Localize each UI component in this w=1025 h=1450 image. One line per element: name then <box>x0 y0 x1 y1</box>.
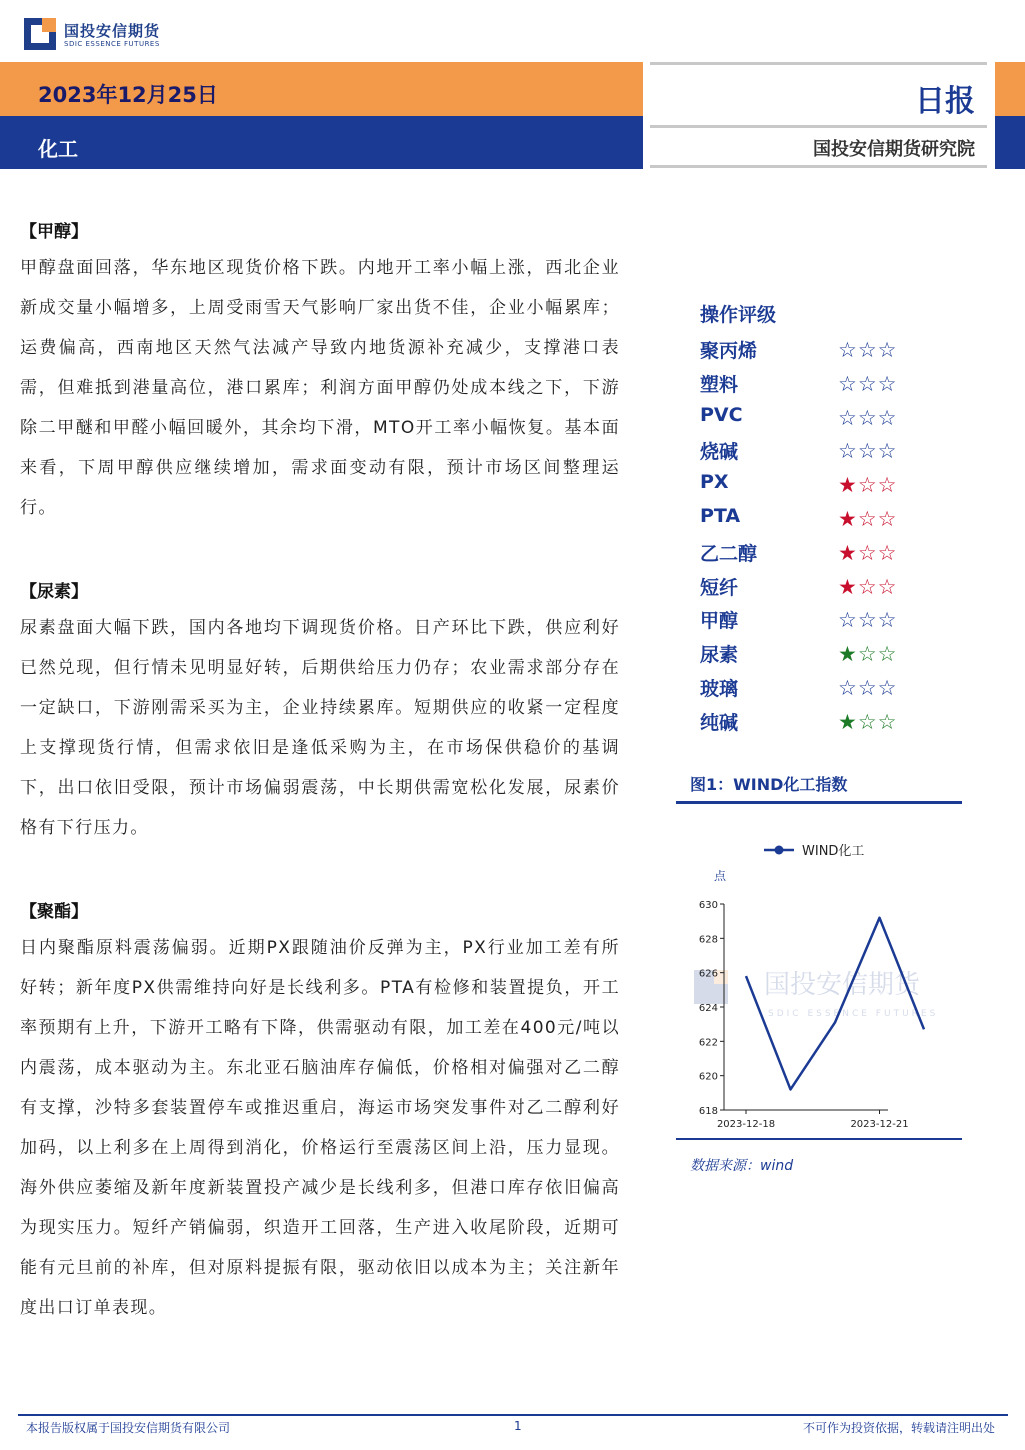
y-tick-label: 622 <box>698 1037 718 1049</box>
rating-stars: ★☆☆ <box>838 473 898 498</box>
report-date: 2023年12月25日 <box>38 83 218 107</box>
figure-title: 图1：WIND化工指数 <box>690 775 848 794</box>
rating-row <box>700 672 920 706</box>
y-tick-label: 624 <box>698 1003 718 1014</box>
rating-row <box>700 706 920 740</box>
divider <box>650 165 987 168</box>
rating-row <box>700 638 920 672</box>
rating-stars: ★☆☆ <box>838 506 898 531</box>
footer-disclaimer: 不可作为投资依据，转载请注明出处 <box>802 1421 995 1435</box>
watermark-text-cn: 国投安信期货 <box>764 970 921 1000</box>
report-section: 化工 <box>38 137 78 161</box>
rating-product-name: PX <box>700 471 729 494</box>
rating-product-name: 尿素 <box>700 644 739 667</box>
rating-product-name: 乙二醇 <box>700 542 758 565</box>
footer-copyright: 本报告版权属于国投安信期货有限公司 <box>26 1421 231 1435</box>
logo-text-cn: 国投安信期货 <box>64 22 161 40</box>
x-tick-label: 2023-12-18 <box>716 1119 776 1130</box>
rating-product-name: 纯碱 <box>700 711 739 734</box>
rating-stars: ★☆☆ <box>838 540 898 565</box>
legend-label: WIND化工 <box>802 844 865 859</box>
rating-row <box>700 537 920 571</box>
rating-product-name: 塑料 <box>700 373 739 396</box>
y-tick-label: 630 <box>698 900 718 911</box>
rating-stars: ★☆☆ <box>838 709 898 734</box>
y-tick-label: 628 <box>698 934 718 946</box>
rating-stars: ☆☆☆ <box>838 371 898 396</box>
watermark-logo <box>694 970 938 1019</box>
rating-row <box>700 604 920 638</box>
rating-row <box>700 402 920 436</box>
y-tick-label: 618 <box>698 1106 718 1117</box>
series-line-wind-chemical <box>746 918 924 1090</box>
rating-title: 操作评级 <box>700 304 777 326</box>
y-tick-label: 626 <box>698 968 718 980</box>
rating-product-name: PVC <box>700 403 743 426</box>
rating-product-name: PTA <box>700 504 741 527</box>
rating-product-name: 短纤 <box>700 576 739 599</box>
rating-product-name: 玻璃 <box>700 677 739 700</box>
rating-stars: ☆☆☆ <box>838 608 898 633</box>
header-edge-block-top <box>995 62 1025 116</box>
y-axis-label: 点 <box>714 869 727 883</box>
figure-top-rule <box>676 801 962 804</box>
rating-row <box>700 571 920 605</box>
company-logo <box>24 18 184 54</box>
legend-marker <box>775 846 784 855</box>
logo-mark-icon <box>24 18 56 50</box>
rating-row <box>700 469 920 503</box>
wind-chemical-index-chart <box>676 830 966 1140</box>
x-tick-label: 2023-12-21 <box>850 1119 909 1130</box>
rating-product-name: 甲醇 <box>700 610 739 633</box>
rating-product-name: 聚丙烯 <box>700 340 758 362</box>
rating-stars: ☆☆☆ <box>838 338 898 362</box>
rating-row <box>700 334 920 368</box>
divider <box>650 62 987 65</box>
rating-stars: ☆☆☆ <box>838 439 898 464</box>
figure-source: 数据来源：wind <box>690 1158 794 1174</box>
section-title-urea: 【尿素】 <box>20 582 88 602</box>
report-type: 日报 <box>915 84 975 119</box>
section-body-urea: 尿素盘面大幅下跌，国内各地均下调现货价格。日产环比下跌，供应利好已然兑现，但行情未见明显好转，后期供给压力仍存；农业需求部分存在一定缺口，下游刚需采买为主，企业持续累库。短期供应的收紧一定程度上支撑现货行情，但需求依旧是逢低采购为主，在市场保供稳价的基调下，出口依旧受限，预计市场偏弱震荡，中长期供需宽松化发展，尿素价格有下行压力。 <box>20 618 620 838</box>
rating-row <box>700 368 920 402</box>
page-number: 1 <box>514 1419 522 1433</box>
section-title-polyester: 【聚酯】 <box>20 902 88 922</box>
footer-rule <box>18 1414 1008 1416</box>
rating-stars: ☆☆☆ <box>838 675 898 700</box>
section-body-polyester: 日内聚酯原料震荡偏弱。近期PX跟随油价反弹为主，PX行业加工差有所好转；新年度PX供需维持向好是长线利多。PTA有检修和装置提负，开工率预期有上升，下游开工略有下降，供需驱动有限，加工差在400元/吨以内震荡，成本驱动为主。东北亚石脑油库存偏低，价格相对偏强对乙二醇有支撑，沙特多套装置停车或推迟重启，海运市场突发事件对乙二醇利好加码，以上利多在上周得到消化，价格运行至震荡区间上沿，压力显现。海外供应萎缩及新年度新装置投产减少是长线利多，但港口库存依旧偏高为现实压力。短纤产销偏弱，织造开工回落，生产进入收尾阶段，近期可能有元旦前的补库，但对原料提振有限，驱动依旧以成本为主；关注新年度出口订单表现。 <box>20 938 620 1318</box>
rating-stars: ★☆☆ <box>838 574 898 599</box>
logo-text-en: SDIC ESSENCE FUTURES <box>64 40 160 48</box>
rating-stars: ★☆☆ <box>838 642 898 667</box>
watermark-text-en: SDIC ESSENCE FUTURES <box>768 1009 939 1019</box>
rating-product-name: 烧碱 <box>700 441 739 464</box>
figure-bottom-rule <box>676 1138 962 1140</box>
header-section-bar <box>0 116 643 169</box>
chart-svg <box>676 830 966 1138</box>
y-tick-label: 620 <box>698 1071 718 1083</box>
section-body-methanol: 甲醇盘面回落，华东地区现货价格下跌。内地开工率小幅上涨，西北企业新成交量小幅增多，上周受雨雪天气影响厂家出货不佳，企业小幅累库；运费偏高，西南地区天然气法减产导致内地货源补充减少，支撑港口表需，但难抵到港量高位，港口累库；利润方面甲醇仍处成本线之下，下游除二甲醚和甲醛小幅回暖外，其余均下滑，MTO开工率小幅恢复。基本面来看，下周甲醇供应继续增加，需求面变动有限，预计市场区间整理运行。 <box>20 258 620 518</box>
rating-row <box>700 435 920 469</box>
institute-name: 国投安信期货研究院 <box>813 139 975 160</box>
section-title-methanol: 【甲醇】 <box>20 222 88 242</box>
operation-rating-table <box>700 300 920 740</box>
divider <box>650 125 987 128</box>
report-type-panel <box>650 62 987 169</box>
rating-stars: ☆☆☆ <box>838 405 898 430</box>
rating-row <box>700 503 920 537</box>
